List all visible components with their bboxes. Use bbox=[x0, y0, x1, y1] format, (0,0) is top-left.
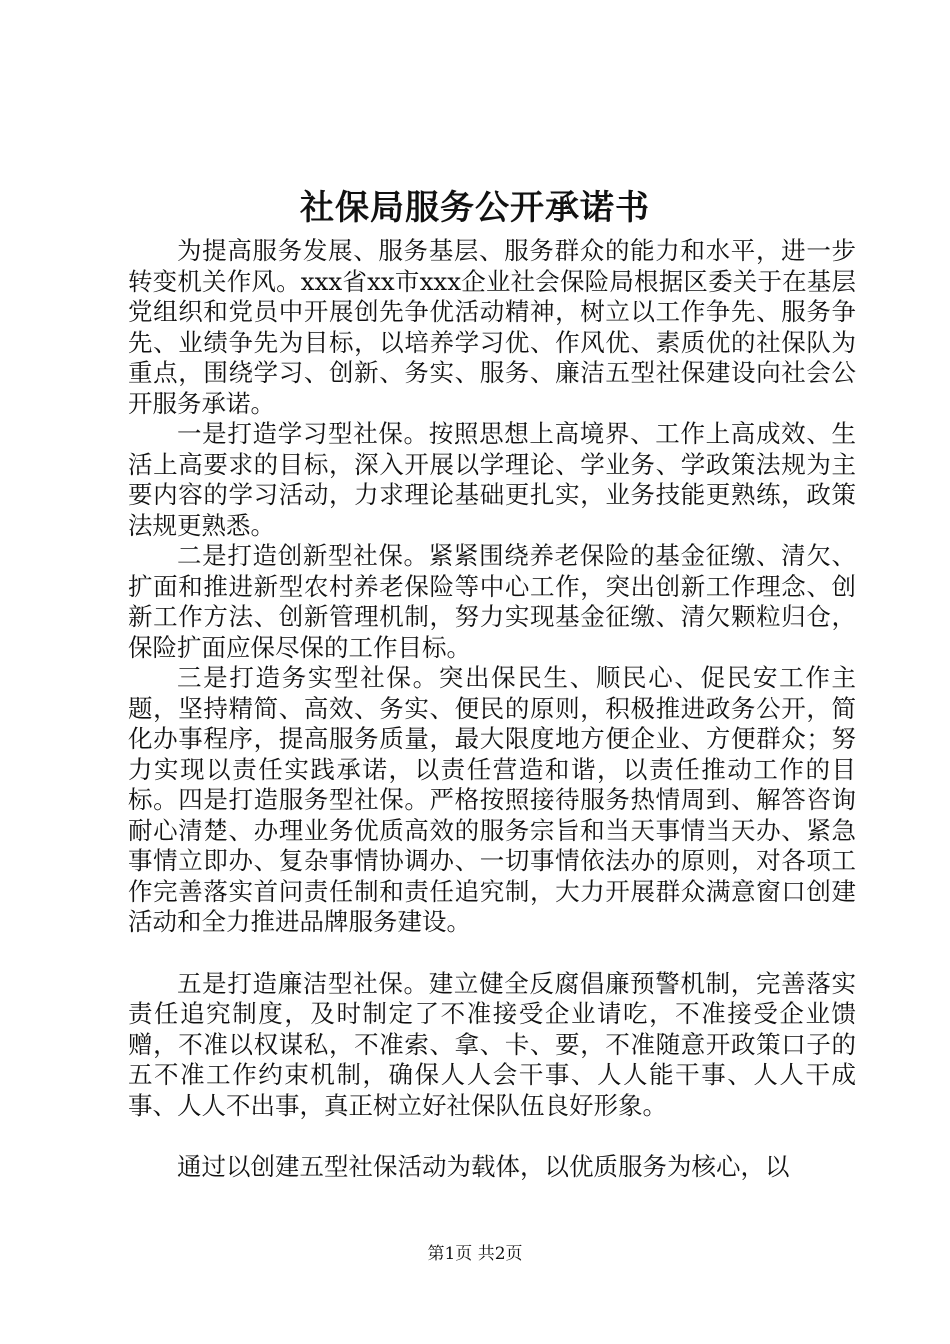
paragraph-intro: 为提高服务发展、服务基层、服务群众的能力和水平，进一步转变机关作风。xxx省xx市xxx企业社会保险局根据区委关于在基层党组织和党员中开展创先争优活动精神，树立以工作争先、服务争先、业绩争先为目标，以培养学习优、作风优、素质优的社保队为重点，围绕学习、创新、务实、服务、廉洁五型社保建设向社会公开服务承诺。 bbox=[128, 236, 856, 418]
paragraph-learning: 一是打造学习型社保。按照思想上高境界、工作上高成效、生活上高要求的目标，深入开展以学理论、学业务、学政策法规为主要内容的学习活动，力求理论基础更扎实，业务技能更熟练，政策法规更熟悉。 bbox=[128, 419, 856, 540]
paragraph-innovation: 二是打造创新型社保。紧紧围绕养老保险的基金征缴、清欠、扩面和推进新型农村养老保险等中心工作，突出创新工作理念、创新工作方法、创新管理机制，努力实现基金征缴、清欠颗粒归仓，保险扩面应保尽保的工作目标。 bbox=[128, 541, 856, 662]
paragraph-practical-service: 三是打造务实型社保。突出保民生、顺民心、促民安工作主题，坚持精简、高效、务实、便民的原则，积极推进政务公开，简化办事程序，提高服务质量，最大限度地方便企业、方便群众；努力实现以责任实践承诺，以责任营造和谐，以责任推动工作的目标。四是打造服务型社保。严格按照接待服务热情周到、解答咨询耐心清楚、办理业务优质高效的服务宗旨和当天事情当天办、紧急事情立即办、复杂事情协调办、一切事情依法办的原则，对各项工作完善落实首问责任制和责任追究制，大力开展群众满意窗口创建活动和全力推进品牌服务建设。 bbox=[128, 663, 856, 936]
document-body bbox=[128, 236, 856, 1183]
paragraph-conclusion: 通过以创建五型社保活动为载体，以优质服务为核心，以 bbox=[177, 1152, 790, 1181]
document-title: 社保局服务公开承诺书 bbox=[300, 188, 650, 228]
paragraph-integrity: 五是打造廉洁型社保。建立健全反腐倡廉预警机制，完善落实责任追究制度，及时制定了不准接受企业请吃，不准接受企业馈赠，不准以权谋私，不准索、拿、卡、要，不准随意开政策口子的五不准工作约束机制，确保人人会干事、人人能干事、人人干成事、人人不出事，真正树立好社保队伍良好形象。 bbox=[128, 968, 856, 1120]
page-indicator: 第1页 共2页 bbox=[427, 1244, 523, 1264]
